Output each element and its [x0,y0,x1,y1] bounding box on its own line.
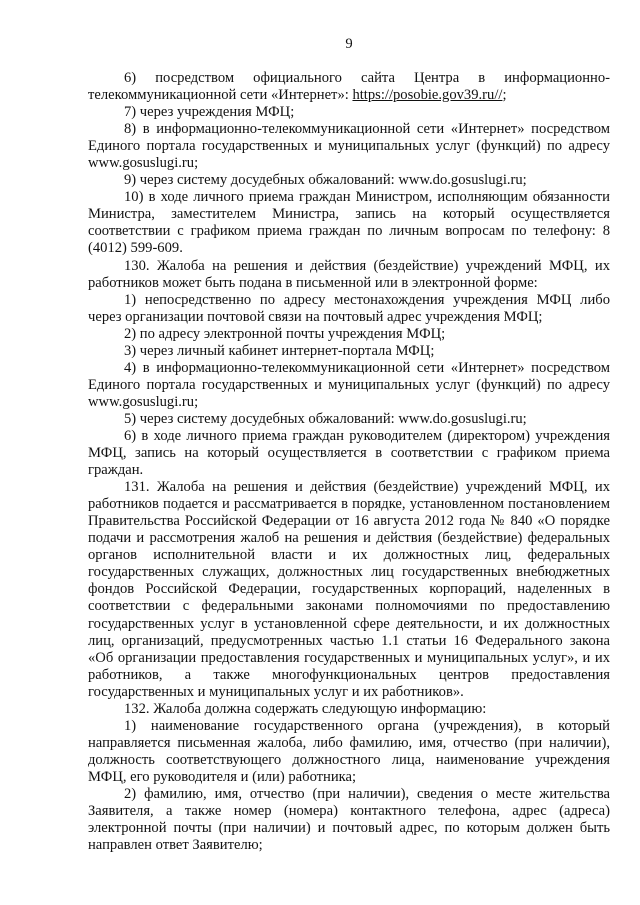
paragraph-131: 131. Жалоба на решения и действия (бездействие) учреждений МФЦ, их работников подается и рассматривается в порядке, установленном постановлением Правительства Российской Федерации от 16 августа 2012 года № 840 «О порядке подачи и рассмотрения жалоб на решения и действия (бездействие) федеральных органов исполнительной власти и их должностных лиц, федеральных государственных служащих, должностных лиц государственных внебюджетных фондов Российской Федерации, государственных корпораций, наделенных в соответствии с федеральными законами полномочиями по предоставлению государственных услуг в установленной сфере деятельности, и их должностных лиц, организаций, предусмотренных частью 1.1 статьи 16 Федерального закона «Об организации предоставления государственных и муниципальных услуг», и их работников, а также многофункциональных центров предоставления государственных и муниципальных услуг и их работников». [88,479,610,700]
page-number: 9 [345,36,353,52]
paragraph-130-item-4: 4) в информационно-телекоммуникационной сети «Интернет» посредством Единого портала государственных и муниципальных услуг (функций) по адресу www.gosuslugi.ru; [88,359,610,410]
paragraph-130-item-2: 2) по адресу электронной почты учреждения МФЦ; [124,325,446,342]
document-page [88,0,610,905]
paragraph-130: 130. Жалоба на решения и действия (бездействие) учреждений МФЦ, их работников может быть подана в письменной или в электронной форме: [88,257,610,291]
document-body [88,70,610,854]
paragraph-10-personal-reception: 10) в ходе личного приема граждан Министром, исполняющим обязанности Министра, заместителем Министра, запись на который осуществляется соответствии с графиком приема граждан по личным вопросам по телефону: 8 (4012) 599-609. [88,189,610,257]
paragraph-6-official-site [88,70,610,104]
paragraph-130-item-3: 3) через личный кабинет интернет-портала МФЦ; [124,342,435,359]
paragraph-9-pretrial-system: 9) через систему досудебных обжалований: www.do.gosuslugi.ru; [124,172,527,189]
paragraph-8-gosuslugi: 8) в информационно-телекоммуникационной сети «Интернет» посредством Единого портала государственных и муниципальных услуг (функций) по адресу www.gosuslugi.ru; [88,121,610,172]
paragraph-text: 6) посредством официального сайта Центра в информационно-телекоммуникационной сети «Интернет»: [88,70,610,104]
paragraph-132-item-2: 2) фамилию, имя, отчество (при наличии), сведения о месте жительства Заявителя, а также номер (номера) контактного телефона, адрес (адреса) электронной почты (при наличии) и почтовый адрес, по которым должен быть направлен ответ Заявителю; [88,785,610,854]
paragraph-suffix: ; [502,87,507,104]
posobie-link[interactable]: https://posobie.gov39.ru// [352,87,503,104]
paragraph-132-item-1: 1) наименование государственного органа (учреждения), в который направляется письменная жалоба, либо фамилию, имя, отчество (при наличии), должность соответствующего должностного лица, наименование учреждения МФЦ, его руководителя и (или) работника; [88,717,610,785]
paragraph-130-item-6: 6) в ходе личного приема граждан руководителем (директором) учреждения МФЦ, запись на который осуществляется в соответствии с графиком приема граждан. [88,427,610,479]
paragraph-130-item-5: 5) через систему досудебных обжалований: www.do.gosuslugi.ru; [124,410,527,427]
paragraph-130-item-1: 1) непосредственно по адресу местонахождения учреждения МФЦ либо через организации почтовой связи на почтовый адрес учреждения МФЦ; [88,291,610,325]
paragraph-7-mfc: 7) через учреждения МФЦ; [124,104,295,121]
paragraph-132: 132. Жалоба должна содержать следующую информацию: [124,700,487,717]
